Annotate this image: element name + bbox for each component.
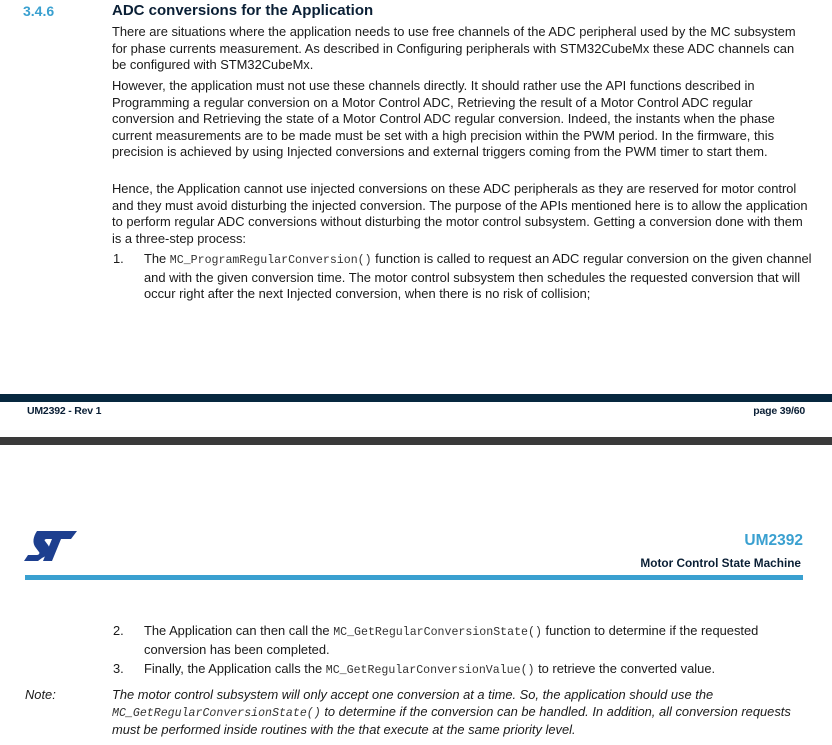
- function-name-note: MC_GetRegularConversionState(): [112, 706, 321, 720]
- list-item-2-pre: The Application can then call the: [144, 623, 334, 638]
- document-id: UM2392: [744, 532, 803, 549]
- paragraph-1: There are situations where the application needs to use free channels of the ADC peripheral used by the MC subsystem for phase currents measurement. As described in Configuring peripherals with STM32CubeMx these ADC channels can be configured with STM32CubeMx.: [112, 24, 796, 73]
- function-name-program-regular: MC_ProgramRegularConversion(): [169, 254, 372, 267]
- header-rule: [25, 575, 803, 580]
- section-title: ADC conversions for the Application: [112, 2, 374, 19]
- paragraph-3: Hence, the Application cannot use injected conversions on these ADC peripherals as they are reserved for motor control and they must avoid disturbing the injected conversion. The purpose of the APIs mentioned here is to allow the application to perform regular ADC conversions without disturbing the motor control subsystem. Getting a conversion done with them is a three-step process:: [112, 181, 808, 246]
- list-item-3-pre: Finally, the Application calls the: [144, 661, 326, 676]
- list-item-3-post: to retrieve the converted value.: [534, 661, 716, 676]
- function-name-get-state: MC_GetRegularConversionState(): [333, 626, 542, 639]
- footer-page-number: page 39/60: [753, 405, 805, 417]
- note-text-post: to determine if the conversion can be handled. In addition, all conversion requests must be performed inside routines with the that execute at the same priority level.: [112, 703, 791, 738]
- function-name-get-value: MC_GetRegularConversionValue(): [325, 664, 535, 677]
- note-text: [112, 687, 812, 739]
- section-number: 3.4.6: [23, 3, 55, 19]
- note-text-pre: The motor control subsystem will only accept one conversion at a time. So, the application should use the: [112, 687, 714, 702]
- footer-doc-rev: UM2392 - Rev 1: [27, 405, 102, 417]
- list-item-2-post: function to determine if the requested conversion has been completed.: [144, 623, 759, 657]
- page-separator: [0, 437, 832, 445]
- list-number-1: 1.: [113, 251, 124, 266]
- document-title: Motor Control State Machine: [640, 556, 801, 570]
- list-number-3: 3.: [113, 661, 124, 676]
- list-number-2: 2.: [113, 623, 124, 638]
- list-item-2: [144, 623, 804, 658]
- list-item-1-post: function is called to request an ADC regular conversion on the given channel and with the given conversion time. The motor control subsystem then schedules the requested conversion that will occur right after the next Injected conversion, when there is no risk of collision;: [144, 251, 812, 302]
- note-label: Note:: [25, 687, 56, 702]
- list-item-1: [144, 251, 814, 303]
- list-item-3: [144, 661, 814, 680]
- paragraph-2: However, the application must not use these channels directly. It should rather use the API functions described in Programming a regular conversion on a Motor Control ADC, Retrieving the result of a Motor Control ADC regular conversion and Retrieving the state of a Motor Control ADC regular conversion. Indeed, the instants when the phase current measurements are to be made must be set with a high precision within the PWM period. In the firmware, this precision is achieved by using Injected conversions and external triggers coming from the PWM timer to start them.: [112, 78, 775, 160]
- st-logo: [23, 528, 78, 562]
- list-item-1-pre: The: [144, 251, 170, 266]
- footer-bar: [0, 394, 832, 402]
